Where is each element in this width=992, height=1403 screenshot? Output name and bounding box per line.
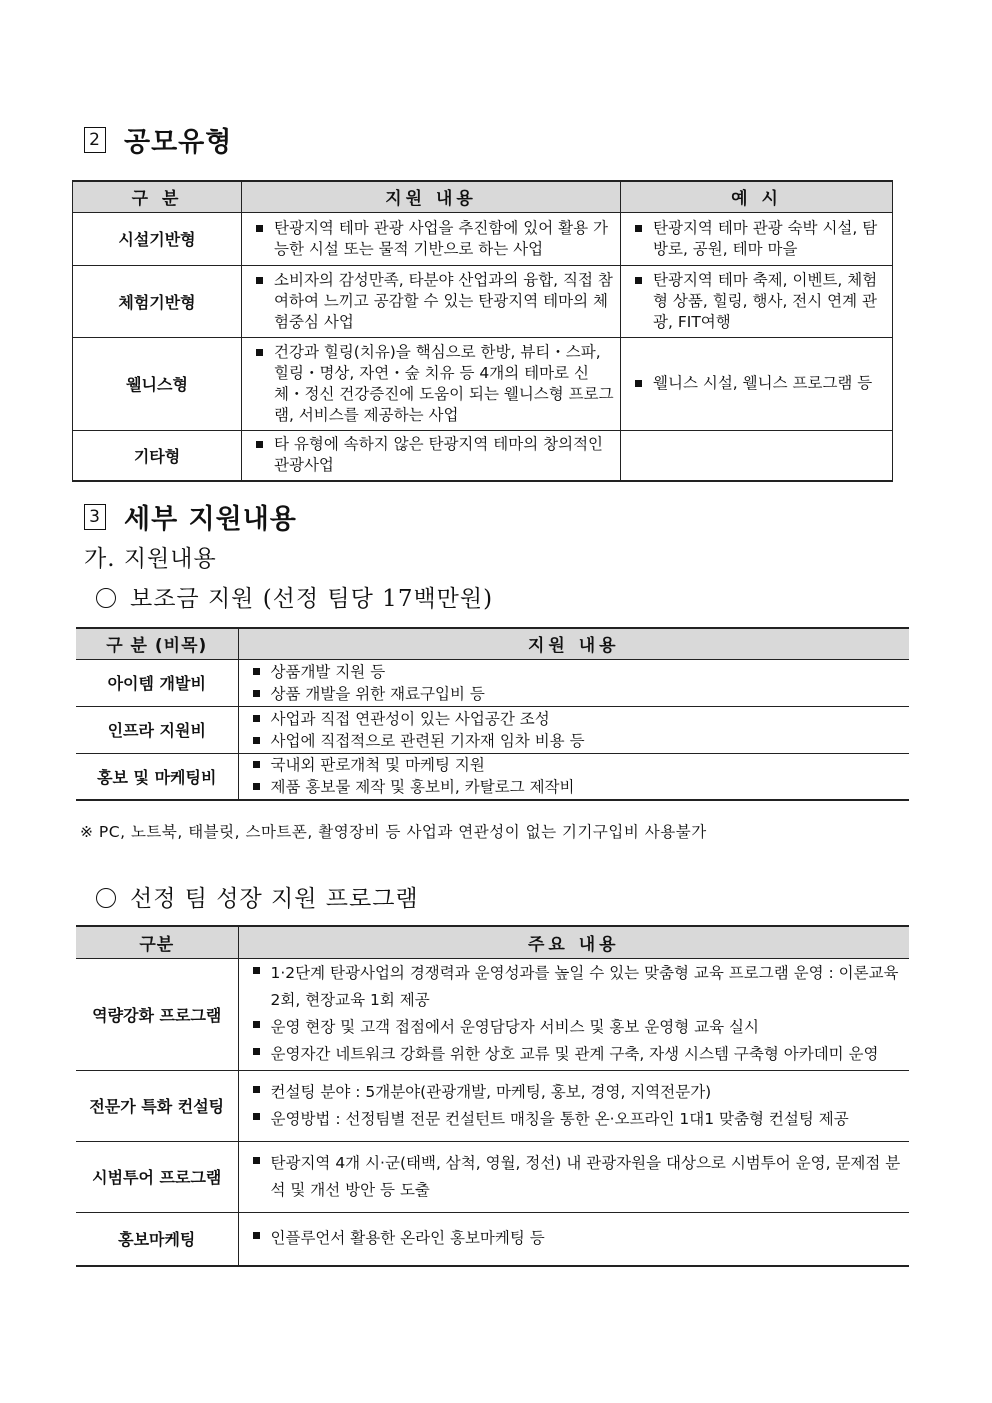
row-content bbox=[242, 265, 621, 337]
section3-title: 세부 지원내용 bbox=[124, 504, 297, 535]
row-content bbox=[238, 753, 909, 800]
section2-title: 공모유형 bbox=[124, 127, 233, 158]
header-category: 구분 bbox=[76, 926, 238, 958]
section-number-box: 3 bbox=[84, 504, 106, 530]
table-row bbox=[76, 659, 909, 706]
list-item: 컨설팅 분야 : 5개분야(관광개발, 마케팅, 홍보, 경영, 지역전문가) bbox=[251, 1079, 904, 1106]
circle-bullet-icon bbox=[96, 888, 116, 908]
list-item: 탄광지역 4개 시·군(태백, 삼척, 영월, 정선) 내 관광자원을 대상으로 시범투어 운영, 문제점 분석 및 개선 방안 등 도출 bbox=[251, 1150, 904, 1204]
table-row bbox=[73, 337, 893, 430]
table-row bbox=[76, 1070, 909, 1141]
list-item: 타 유형에 속하지 않은 탄광지역 테마의 창의적인 관광사업 bbox=[254, 434, 614, 476]
row-category: 기타형 bbox=[73, 430, 242, 481]
section-number-box: 2 bbox=[84, 127, 106, 153]
sub-heading: 가. 지원내용 bbox=[84, 546, 217, 572]
row-category: 홍보 및 마케팅비 bbox=[76, 753, 238, 800]
table-row bbox=[76, 1141, 909, 1212]
table-row bbox=[76, 706, 909, 753]
header-example: 예 시 bbox=[621, 181, 893, 212]
row-content bbox=[238, 659, 909, 706]
row-category: 웰니스형 bbox=[73, 337, 242, 430]
footnote: ※ PC, 노트북, 태블릿, 스마트폰, 촬영장비 등 사업과 연관성이 없는 기기구입비 사용불가 bbox=[80, 823, 707, 841]
list-item: 탄광지역 테마 관광 숙박 시설, 탐방로, 공원, 테마 마을 bbox=[633, 218, 886, 260]
header-content: 지원 내용 bbox=[242, 181, 621, 212]
list-item: 사업에 직접적으로 관련된 기자재 임차 비용 등 bbox=[251, 730, 904, 752]
list-item: 탄광지역 테마 관광 사업을 추진함에 있어 활용 가능한 시설 또는 물적 기반으로 하는 사업 bbox=[254, 218, 614, 260]
list-item: 운영자간 네트워크 강화를 위한 상호 교류 및 관계 구축, 자생 시스템 구축형 아카데미 운영 bbox=[251, 1041, 904, 1068]
recruitment-type-table bbox=[72, 180, 893, 482]
row-example bbox=[621, 212, 893, 265]
row-content bbox=[238, 706, 909, 753]
list-item: 상품개발 지원 등 bbox=[251, 661, 904, 683]
circle-bullet-icon bbox=[96, 588, 116, 608]
table-row bbox=[76, 1212, 909, 1266]
row-example bbox=[621, 337, 893, 430]
table-row bbox=[73, 265, 893, 337]
table-row bbox=[76, 753, 909, 800]
program-table bbox=[76, 925, 909, 1267]
list-item: 1·2단계 탄광사업의 경쟁력과 운영성과를 높일 수 있는 맞춤형 교육 프로그램 운영 : 이론교육 2회, 현장교육 1회 제공 bbox=[251, 960, 904, 1014]
list-item: 운영 현장 및 고객 접점에서 운영담당자 서비스 및 홍보 운영형 교육 실시 bbox=[251, 1014, 904, 1041]
bullet-text: 선정 팀 성장 지원 프로그램 bbox=[130, 886, 419, 912]
section3-heading bbox=[84, 497, 297, 536]
row-category: 아이템 개발비 bbox=[76, 659, 238, 706]
row-category: 전문가 특화 컨설팅 bbox=[76, 1070, 238, 1141]
bullet-heading-subsidy bbox=[96, 580, 493, 613]
row-category: 체험기반형 bbox=[73, 265, 242, 337]
list-item: 소비자의 감성만족, 타분야 산업과의 융합, 직접 참여하여 느끼고 공감할 수 있는 탄광지역 테마의 체험중심 사업 bbox=[254, 270, 614, 333]
list-item: 상품 개발을 위한 재료구입비 등 bbox=[251, 683, 904, 705]
header-category: 구 분 (비목) bbox=[76, 628, 238, 659]
row-category: 인프라 지원비 bbox=[76, 706, 238, 753]
list-item: 탄광지역 테마 축제, 이벤트, 체험형 상품, 힐링, 행사, 전시 연계 관광, FIT여행 bbox=[633, 270, 886, 333]
list-item: 인플루언서 활용한 온라인 홍보마케팅 등 bbox=[251, 1225, 904, 1252]
list-item: 국내외 판로개척 및 마케팅 지원 bbox=[251, 754, 904, 776]
row-category: 시설기반형 bbox=[73, 212, 242, 265]
row-content bbox=[238, 958, 909, 1070]
list-item: 운영방법 : 선정팀별 전문 컨설턴트 매칭을 통한 온·오프라인 1대1 맞춤형 컨설팅 제공 bbox=[251, 1106, 904, 1133]
row-content bbox=[242, 337, 621, 430]
table-row bbox=[73, 430, 893, 481]
row-content bbox=[238, 1141, 909, 1212]
row-content bbox=[238, 1212, 909, 1266]
list-item: 사업과 직접 연관성이 있는 사업공간 조성 bbox=[251, 708, 904, 730]
list-item: 웰니스 시설, 웰니스 프로그램 등 bbox=[633, 373, 886, 394]
list-item: 제품 홍보물 제작 및 홍보비, 카탈로그 제작비 bbox=[251, 776, 904, 798]
row-example-empty bbox=[621, 430, 893, 481]
row-content bbox=[238, 1070, 909, 1141]
header-category: 구 분 bbox=[73, 181, 242, 212]
row-content bbox=[242, 430, 621, 481]
bullet-heading-program bbox=[96, 880, 419, 913]
row-example bbox=[621, 265, 893, 337]
bullet-text: 보조금 지원 (선정 팀당 17백만원) bbox=[130, 586, 494, 612]
row-category: 역량강화 프로그램 bbox=[76, 958, 238, 1070]
list-item: 건강과 힐링(치유)을 핵심으로 한방, 뷰티・스파, 힐링・명상, 자연・숲 치유 등 4개의 테마로 신체・정신 건강증진에 도움이 되는 웰니스형 프로그램, 서비스를 제공하는 사업 bbox=[254, 342, 614, 426]
subsidy-table bbox=[76, 627, 909, 801]
row-category: 홍보마케팅 bbox=[76, 1212, 238, 1266]
header-content: 주요 내용 bbox=[238, 926, 909, 958]
row-content bbox=[242, 212, 621, 265]
table-row bbox=[76, 958, 909, 1070]
header-content: 지원 내용 bbox=[238, 628, 909, 659]
table-row bbox=[73, 212, 893, 265]
section2-heading bbox=[84, 120, 232, 159]
row-category: 시범투어 프로그램 bbox=[76, 1141, 238, 1212]
